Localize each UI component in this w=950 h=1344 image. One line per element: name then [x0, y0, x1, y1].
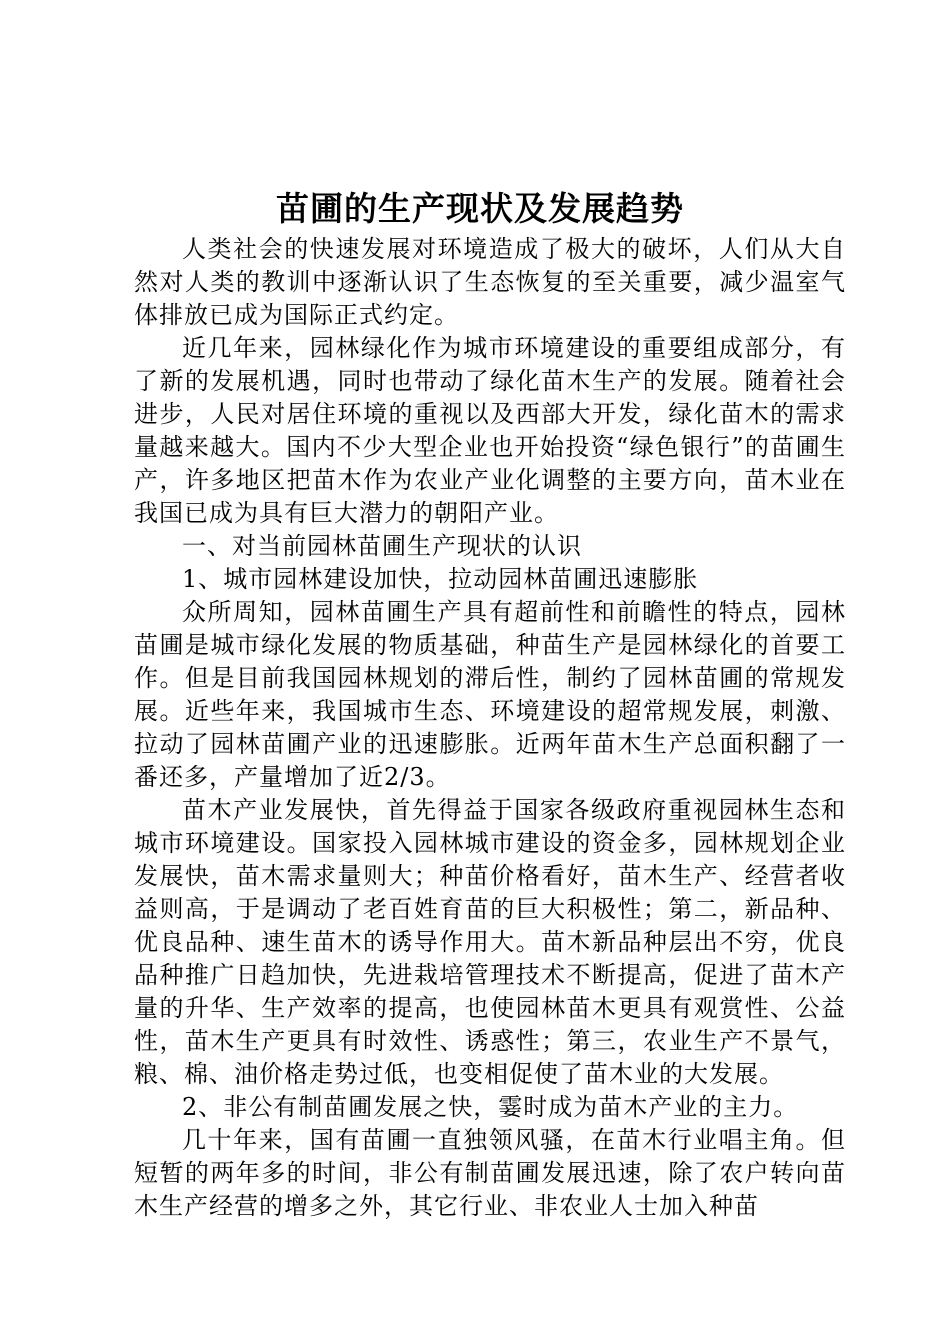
paragraph-development: 近几年来，园林绿化作为城市环境建设的重要组成部分，有了新的发展机遇，同时也带动了绿化苗木生产的发展。随着社会进步，人民对居住环境的重视以及西部大开发，绿化苗木的需求量越来越大。国内不少大型企业也开始投资“绿色银行”的苗圃生产，许多地区把苗木作为农业产业化调整的主要方向，苗木业在我国已成为具有巨大潜力的朝阳产业。 — [134, 334, 846, 527]
subsection-heading-2: 2、非公有制苗圃发展之快，霎时成为苗木产业的主力。 — [182, 1093, 799, 1121]
paragraph-nursery-expansion: 众所周知，园林苗圃生产具有超前性和前瞻性的特点，园林苗圃是城市绿化发展的物质基础，种苗生产是园林绿化的首要工作。但是目前我国园林规划的滞后性，制约了园林苗圃的常规发展。近些年来，我国城市生态、环境建设的超常规发展，刺激、拉动了园林苗圃产业的迅速膨胀。近两年苗木生产总面积翻了一番还多，产量增加了近2/3。 — [134, 598, 846, 791]
section-heading-1: 一、对当前园林苗圃生产现状的认识 — [182, 532, 582, 560]
paragraph-intro: 人类社会的快速发展对环境造成了极大的破坏，人们从大自然对人类的教训中逐渐认识了生态恢复的至关重要，减少温室气体排放已成为国际正式约定。 — [134, 235, 846, 329]
document-title: 苗圃的生产现状及发展趋势 — [276, 189, 684, 228]
subsection-heading-1: 1、城市园林建设加快，拉动园林苗圃迅速膨胀 — [182, 565, 699, 593]
paragraph-private-nurseries: 几十年来，国有苗圃一直独领风骚，在苗木行业唱主角。但短暂的两年多的时间，非公有制苗圃发展迅速，除了农户转向苗木生产经营的增多之外，其它行业、非农业人士加入种苗 — [134, 1126, 846, 1220]
document-body — [134, 233, 846, 1223]
paragraph-industry-growth: 苗木产业发展快，首先得益于国家各级政府重视园林生态和城市环境建设。国家投入园林城市建设的资金多，园林规划企业发展快，苗木需求量则大；种苗价格看好，苗木生产、经营者收益则高，于是调动了老百姓育苗的巨大积极性；第二，新品种、优良品种、速生苗木的诱导作用大。苗木新品种层出不穷，优良品种推广日趋加快，先进栽培管理技术不断提高，促进了苗木产量的升华、生产效率的提高，也使园林苗木更具有观赏性、公益性，苗木生产更具有时效性、诱惑性；第三，农业生产不景气，粮、棉、油价格走势过低，也变相促使了苗木业的大发展。 — [134, 796, 846, 1088]
